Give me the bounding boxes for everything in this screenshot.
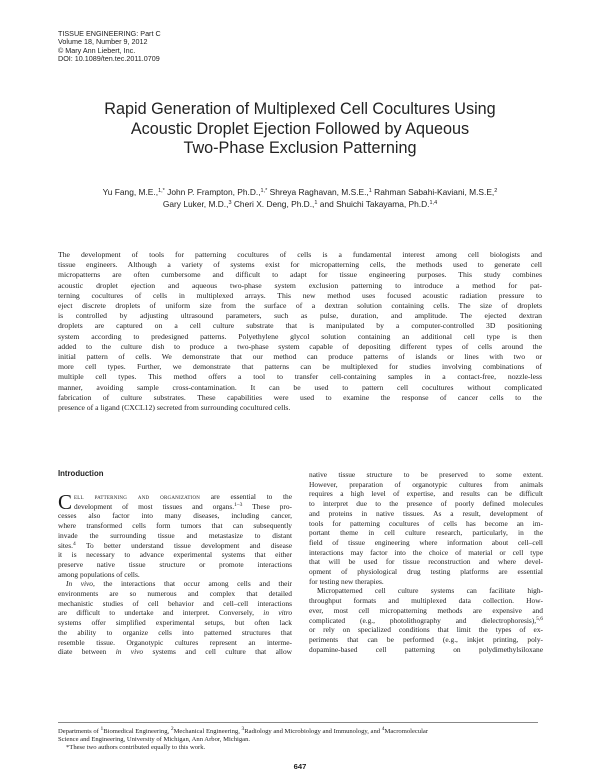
affiliation-mark: 3 — [241, 726, 245, 732]
affiliation-mark: 2 — [494, 188, 498, 194]
text-line: cesses also factor into many diseases, including cancer, — [58, 511, 292, 521]
text-fragment: To better understand tissue development and disease — [75, 540, 292, 550]
smallcaps-lead: ell patterning and organization — [74, 492, 201, 501]
text-line: native tissue structure to be preserved to some extent. — [309, 470, 543, 479]
text-line: Micropatterned cell culture systems can facilitate high- — [317, 586, 543, 596]
text-line: requires a high level of expertise, and results can be difficult — [309, 489, 543, 499]
text-line: systems offer simplified experimental setups, but often lack — [58, 618, 292, 628]
text-line: it is necessary to advance experimental systems that either — [58, 550, 292, 560]
journal-name: TISSUE ENGINEERING: Part C — [58, 29, 161, 38]
affiliation-mark: 1 — [100, 726, 104, 732]
text-line: where transformed cells form tumors that can subsequently — [58, 521, 292, 531]
text-line: field of tissue engineering where information about cell–cell — [309, 537, 543, 547]
author-name: Yu Fang, M.E., — [102, 187, 159, 197]
author-line — [40, 186, 560, 198]
affiliation-mark: 4 — [381, 726, 385, 732]
abstract-line: is controlled by adjusting ultrasound parameters, such as pulse, duration, and amplitude. The ejected dextran — [58, 311, 542, 321]
intro-first-paragraph — [58, 490, 293, 514]
affiliation-mark: 1 — [314, 200, 318, 206]
abstract-line: tissue engineers. Although a variety of systems exist for micropatterning cells, the methods used to generate cell — [58, 260, 542, 270]
author-name: and Shuichi Takayama, Ph.D. — [319, 199, 430, 209]
text-line — [58, 608, 292, 618]
text-line: for testing new therapies. — [309, 576, 384, 586]
abstract — [58, 250, 542, 413]
footnote-rule — [58, 722, 538, 723]
page-number: 647 — [293, 762, 307, 771]
abstract-line: terning cocultures of cells in multiplexed arrays. This new method uses focused acoustic radiation pressure to — [58, 290, 542, 300]
text-line: dopamine-based cell patterning on polydimethylsiloxane — [309, 644, 543, 654]
text-line: preserve native tissue structure or promote interactions — [58, 559, 292, 569]
text-line — [58, 579, 292, 589]
text-line — [309, 616, 543, 626]
text-line: that will be used for tissue reconstruction and where devel- — [309, 557, 543, 567]
text-fragment: systems and cell culture that allow — [143, 647, 292, 657]
text-line: opment of physiological drug testing platforms are essential — [309, 567, 543, 577]
abstract-line: acoustic droplet ejection and aqueous two-phase system exclusion patterning to introduce a method for pat- — [58, 280, 542, 290]
journal-header — [58, 30, 161, 64]
italic-term: in vivo — [115, 647, 144, 657]
author-name: Rahman Sabahi-Kaviani, M.S.E, — [374, 187, 495, 197]
text-line: invade the surrounding tissue and metastasize to distant — [58, 530, 292, 540]
abstract-line: The development of tools for patterning cocultures of cells is a fundamental interest among cell biologists and — [58, 250, 542, 259]
abstract-line: eject discrete droplets of uniform size from the surface of a dextran solution containing cells. The size of droplets — [58, 301, 542, 311]
journal-copyright: © Mary Ann Liebert, Inc. — [58, 45, 136, 55]
title-line: Rapid Generation of Multiplexed Cell Cocultures Using — [104, 100, 496, 118]
affiliation-footnote — [58, 728, 542, 752]
text-line: and proteins in native tissues. As a result, development of — [309, 508, 543, 518]
text-fragment: development of most tissues and organs. — [74, 501, 235, 511]
author-name: Shreya Raghavan, M.S.E., — [269, 187, 369, 197]
abstract-line: system according to predesigned patterns. Polyethylene glycol solution containing an additional cell type is then — [58, 331, 542, 341]
citation: 5,6 — [536, 615, 543, 622]
affiliation-mark: 3 — [228, 200, 232, 206]
section-heading-introduction: Introduction — [58, 469, 104, 478]
abstract-line: more cell types. Further, we demonstrate that patterns can be multiplexed for studies involving combinations of — [58, 362, 542, 372]
text-line: among populations of cells. — [58, 569, 140, 579]
text-line: ever, most cell micropatterning methods are expensive and — [309, 605, 543, 615]
author-name: Gary Luker, M.D., — [162, 199, 229, 209]
text-line: environments are so numerous and complex that detailed — [58, 589, 292, 599]
footnote-line: Science and Engineering, University of Michigan, Ann Arbor, Michigan. — [58, 736, 251, 743]
text-fragment: These pro- — [242, 501, 292, 511]
text-line: throughput formats and multiplexed data collection. How- — [309, 596, 543, 606]
text-line — [58, 647, 292, 657]
citation: 1–3 — [234, 501, 243, 508]
author-name: John P. Frampton, Ph.D., — [167, 187, 261, 197]
text-fragment: complicated (e.g., photolithography and dielectrophoresis), — [309, 615, 537, 625]
text-line — [58, 502, 292, 512]
drop-cap: C — [58, 490, 73, 514]
text-fragment: are difficult to undertake and interpret. Conversely, — [58, 608, 254, 618]
text-line — [58, 492, 292, 502]
title-line: Two-Phase Exclusion Patterning — [183, 139, 417, 157]
text-fragment: Departments of — [58, 728, 101, 735]
affiliation-mark: 1,* — [260, 188, 268, 194]
abstract-line: fabrication of culture substrates. These capabilities were used to examine the response of cancer cells to the — [58, 392, 542, 402]
journal-volume: Volume 18, Number 9, 2012 — [58, 37, 148, 47]
intro-right-column — [309, 470, 543, 654]
abstract-line: micropatterns are often cumbersome and difficult to adapt for tissue engineering purposes. This study combines — [58, 270, 542, 280]
abstract-line: manner, avoiding sample cross-contamination. It can be used to pattern cell cocultures without complicated — [58, 382, 542, 392]
abstract-line: droplets are captured on a cell culture substrate that is manipulated by a computer-controlled 3D positioning — [58, 321, 542, 331]
abstract-line: multiple cell types. This method offers a tool to transfer cell-containing samples in a contact-free, nozzle-less — [58, 372, 542, 382]
text-fragment: Biomedical Engineering, — [103, 728, 171, 735]
text-line: mechanistic studies of cell behavior and cell–cell interactions — [58, 598, 292, 608]
footnote-line: *These two authors contributed equally to this work. — [66, 744, 206, 751]
text-line: or rely on specialized conditions that limit the types of ex- — [309, 625, 543, 635]
text-fragment: Mechanical Engineering, — [173, 728, 242, 735]
text-fragment: are essential to the — [200, 492, 293, 501]
abstract-line: initial pattern of cells. We demonstrate that our method can produce patterns of islands or lines with two or — [58, 352, 542, 362]
journal-doi: DOI: 10.1089/ten.tec.2011.0709 — [58, 54, 160, 64]
abstract-line: added to the culture dish to produce a two-phase system capable of depositing different types of cells around the — [58, 341, 542, 351]
paper-title — [60, 100, 540, 159]
text-line: the ability to organize cells into patterned structures that — [58, 627, 292, 637]
intro-left-column — [58, 492, 292, 657]
text-line — [58, 541, 292, 551]
text-fragment: sites. — [58, 540, 73, 550]
text-fragment: , the interactions that occur among cells and their — [93, 579, 292, 589]
italic-term: In vivo — [66, 579, 93, 589]
text-fragment: diate between — [58, 647, 107, 657]
text-fragment: Macromolecular — [384, 728, 429, 735]
text-line: resemble tissue. Organotypic cultures represent an interme- — [58, 637, 292, 647]
text-line: However, preparation of organotypic cultures from animals — [309, 479, 543, 489]
affiliation-mark: 1,* — [158, 188, 165, 194]
affiliation-mark: 1,4 — [429, 200, 438, 206]
text-line: tools for patterning cocultures of cells has become an im- — [309, 518, 543, 528]
italic-term: in vitro — [263, 608, 293, 618]
affiliation-mark: 2 — [170, 726, 174, 732]
title-line: Acoustic Droplet Ejection Followed by Aqueous — [130, 119, 470, 138]
text-line: to interpret due to the presence of poorly defined molecules — [309, 499, 543, 509]
author-list — [40, 186, 560, 210]
abstract-line: presence of a ligand (CXCL12) secreted from surrounding cocultured cells. — [58, 403, 291, 413]
text-fragment: Radiology and Microbiology and Immunology, and — [244, 728, 382, 735]
citation: 4 — [73, 540, 76, 547]
text-line: periments that can be performed (e.g., inkjet printing, poly- — [309, 634, 543, 644]
author-line — [40, 198, 560, 210]
author-name: Cheri X. Deng, Ph.D., — [233, 199, 315, 209]
footnote-line — [58, 728, 542, 736]
text-line: portant theme in cell culture research, particularly, in the — [309, 528, 543, 538]
affiliation-mark: 1 — [368, 188, 372, 194]
text-line: interactions may factor into the choice of material or cell type — [309, 547, 543, 557]
